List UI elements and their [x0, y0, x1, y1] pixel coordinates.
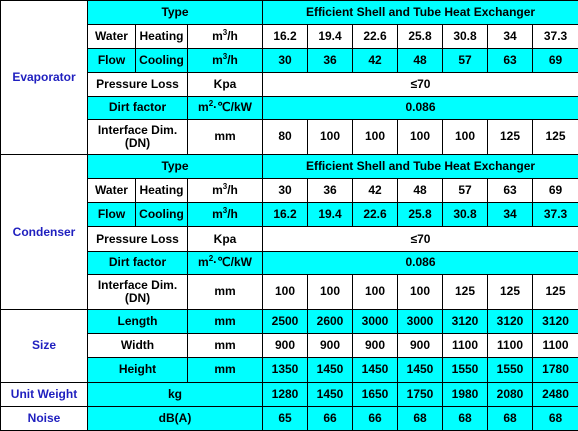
size-width-value: 900	[353, 334, 398, 358]
evaporator-heating-label: Heating	[136, 25, 188, 49]
evaporator-cooling-value: 36	[308, 49, 353, 73]
size-width-label: Width	[88, 334, 188, 358]
evaporator-flow-label: Flow	[88, 49, 136, 73]
evaporator-type-label: Type	[88, 1, 263, 25]
evaporator-heating-value: 25.8	[398, 25, 443, 49]
evaporator-cooling-value: 63	[488, 49, 533, 73]
condenser-water-label: Water	[88, 179, 136, 203]
size-height-value: 1550	[488, 358, 533, 382]
condenser-interface-value: 125	[533, 274, 578, 309]
evaporator-interface-value: 100	[353, 119, 398, 154]
evaporator-heating-value: 30.8	[443, 25, 488, 49]
evaporator-dirt-unit: $m^2\cdot℃/kW$	[188, 96, 263, 119]
unit-weight-value: 2080	[488, 382, 533, 406]
evaporator-label: Evaporator	[1, 1, 88, 155]
condenser-interface-value: 100	[263, 274, 308, 309]
condenser-interface-value: 100	[353, 274, 398, 309]
size-width-value: 1100	[488, 334, 533, 358]
condenser-type-value: Efficient Shell and Tube Heat Exchanger	[263, 155, 578, 179]
condenser-cooling-value: 34	[488, 203, 533, 227]
evaporator-cooling-row	[1, 49, 578, 73]
condenser-interface-label: Interface Dim.(DN)	[88, 274, 188, 309]
condenser-dirt-label: Dirt factor	[88, 251, 188, 274]
evaporator-cooling-value: 30	[263, 49, 308, 73]
condenser-cooling-unit: $m^3/h$	[188, 203, 263, 227]
unit-weight-unit: kg	[88, 382, 263, 406]
condenser-interface-value: 125	[443, 274, 488, 309]
condenser-cooling-value: 30.8	[443, 203, 488, 227]
size-width-row	[1, 334, 578, 358]
noise-value: 65	[263, 406, 308, 430]
size-length-value: 3120	[533, 310, 578, 334]
size-length-unit: mm	[188, 310, 263, 334]
evaporator-heating-value: 37.3	[533, 25, 578, 49]
unit-weight-row	[1, 382, 578, 406]
size-label: Size	[1, 310, 88, 382]
size-height-value: 1450	[308, 358, 353, 382]
condenser-interface-value: 100	[308, 274, 353, 309]
condenser-heating-label: Heating	[136, 179, 188, 203]
evaporator-interface-row	[1, 119, 578, 154]
condenser-cooling-row	[1, 203, 578, 227]
condenser-cooling-label: Cooling	[136, 203, 188, 227]
condenser-heating-value: 36	[308, 179, 353, 203]
unit-weight-value: 2480	[533, 382, 578, 406]
evaporator-heating-value: 22.6	[353, 25, 398, 49]
condenser-interface-unit: mm	[188, 274, 263, 309]
condenser-heating-unit: $m^3/h$	[188, 179, 263, 203]
size-length-value: 2500	[263, 310, 308, 334]
condenser-pressure-value: ≤70	[263, 227, 578, 251]
evaporator-type-row	[1, 1, 578, 25]
evaporator-interface-unit: mm	[188, 119, 263, 154]
condenser-dirt-row	[1, 251, 578, 274]
size-length-value: 3000	[353, 310, 398, 334]
condenser-heating-value: 63	[488, 179, 533, 203]
noise-value: 66	[353, 406, 398, 430]
evaporator-heating-value: 34	[488, 25, 533, 49]
noise-value: 68	[443, 406, 488, 430]
condenser-type-label: Type	[88, 155, 263, 179]
size-height-value: 1450	[398, 358, 443, 382]
size-height-label: Height	[88, 358, 188, 382]
evaporator-cooling-value: 57	[443, 49, 488, 73]
condenser-interface-value: 125	[488, 274, 533, 309]
size-width-value: 900	[398, 334, 443, 358]
condenser-heating-value: 48	[398, 179, 443, 203]
evaporator-interface-label: Interface Dim.(DN)	[88, 119, 188, 154]
evaporator-dirt-label: Dirt factor	[88, 96, 188, 119]
evaporator-cooling-value: 48	[398, 49, 443, 73]
evaporator-cooling-value: 69	[533, 49, 578, 73]
evaporator-heating-row	[1, 25, 578, 49]
condenser-cooling-value: 16.2	[263, 203, 308, 227]
evaporator-interface-value: 125	[533, 119, 578, 154]
size-width-value: 1100	[533, 334, 578, 358]
condenser-dirt-value: 0.086	[263, 251, 578, 274]
condenser-heating-value: 30	[263, 179, 308, 203]
evaporator-interface-value: 100	[398, 119, 443, 154]
size-width-unit: mm	[188, 334, 263, 358]
evaporator-interface-value: 125	[488, 119, 533, 154]
size-length-value: 3120	[488, 310, 533, 334]
unit-weight-value: 1450	[308, 382, 353, 406]
evaporator-interface-value: 80	[263, 119, 308, 154]
condenser-cooling-value: 19.4	[308, 203, 353, 227]
evaporator-type-value: Efficient Shell and Tube Heat Exchanger	[263, 1, 578, 25]
size-length-value: 2600	[308, 310, 353, 334]
evaporator-pressure-unit: Kpa	[188, 73, 263, 96]
evaporator-heating-value: 16.2	[263, 25, 308, 49]
noise-value: 68	[398, 406, 443, 430]
condenser-pressure-unit: Kpa	[188, 227, 263, 251]
condenser-cooling-value: 37.3	[533, 203, 578, 227]
evaporator-cooling-value: 42	[353, 49, 398, 73]
size-length-value: 3000	[398, 310, 443, 334]
condenser-cooling-value: 22.6	[353, 203, 398, 227]
condenser-label: Condenser	[1, 155, 88, 310]
condenser-cooling-value: 25.8	[398, 203, 443, 227]
condenser-flow-label: Flow	[88, 203, 136, 227]
unit-weight-value: 1280	[263, 382, 308, 406]
noise-value: 68	[533, 406, 578, 430]
condenser-heating-value: 57	[443, 179, 488, 203]
condenser-pressure-label: Pressure Loss	[88, 227, 188, 251]
evaporator-cooling-label: Cooling	[136, 49, 188, 73]
unit-weight-label: Unit Weight	[1, 382, 88, 406]
size-width-value: 900	[308, 334, 353, 358]
size-height-value: 1450	[353, 358, 398, 382]
noise-label: Noise	[1, 406, 88, 430]
size-height-value: 1350	[263, 358, 308, 382]
evaporator-dirt-row	[1, 96, 578, 119]
condenser-interface-row	[1, 274, 578, 309]
unit-weight-value: 1750	[398, 382, 443, 406]
size-length-value: 3120	[443, 310, 488, 334]
unit-weight-value: 1980	[443, 382, 488, 406]
condenser-heating-row	[1, 179, 578, 203]
evaporator-dirt-value: 0.086	[263, 96, 578, 119]
evaporator-water-label: Water	[88, 25, 136, 49]
evaporator-pressure-value: ≤70	[263, 73, 578, 96]
evaporator-interface-value: 100	[443, 119, 488, 154]
condenser-heating-value: 69	[533, 179, 578, 203]
size-height-value: 1780	[533, 358, 578, 382]
noise-unit: dB(A)	[88, 406, 263, 430]
condenser-heating-value: 42	[353, 179, 398, 203]
size-width-value: 1100	[443, 334, 488, 358]
size-height-value: 1550	[443, 358, 488, 382]
noise-value: 68	[488, 406, 533, 430]
noise-row	[1, 406, 578, 430]
size-width-value: 900	[263, 334, 308, 358]
size-length-label: Length	[88, 310, 188, 334]
condenser-interface-value: 100	[398, 274, 443, 309]
evaporator-pressure-row	[1, 73, 578, 96]
evaporator-heating-value: 19.4	[308, 25, 353, 49]
condenser-dirt-unit: $m^2\cdot℃/kW$	[188, 251, 263, 274]
condenser-pressure-row	[1, 227, 578, 251]
condenser-type-row	[1, 155, 578, 179]
unit-weight-value: 1650	[353, 382, 398, 406]
evaporator-interface-value: 100	[308, 119, 353, 154]
size-height-row	[1, 358, 578, 382]
noise-value: 66	[308, 406, 353, 430]
evaporator-cooling-unit: $m^3/h$	[188, 49, 263, 73]
evaporator-heating-unit: $m^3/h$	[188, 25, 263, 49]
size-height-unit: mm	[188, 358, 263, 382]
size-length-row	[1, 310, 578, 334]
evaporator-pressure-label: Pressure Loss	[88, 73, 188, 96]
